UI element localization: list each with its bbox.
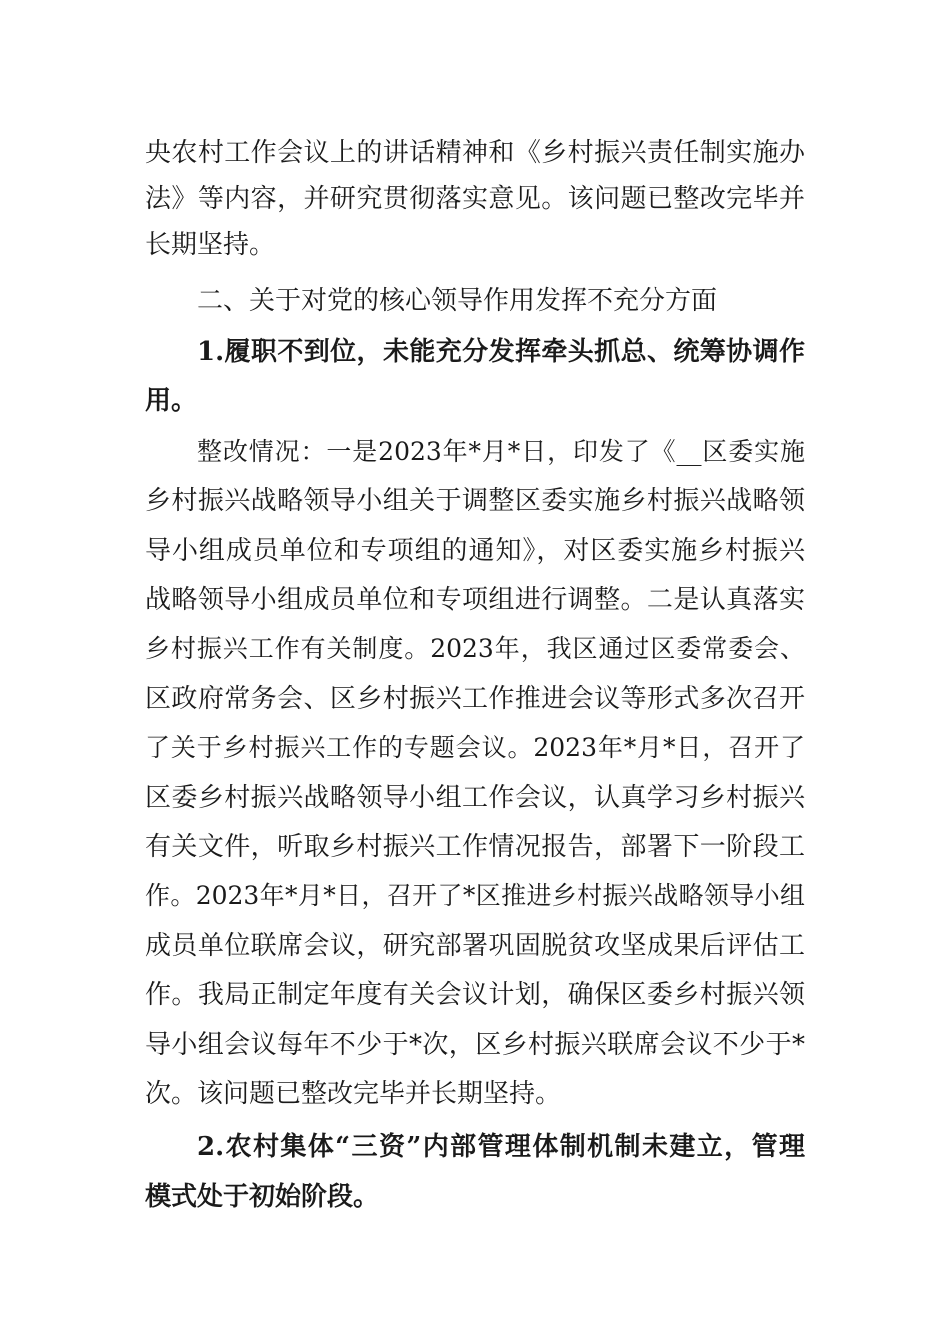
body-line: 作。我局正制定年度有关会议计划，确保区委乡村振兴领	[145, 980, 805, 1010]
section-heading: 二、关于对党的核心领导作用发挥不充分方面	[197, 286, 718, 316]
body-line: 乡村振兴战略领导小组关于调整区委实施乡村振兴战略领	[145, 486, 805, 516]
item-heading-line: 模式处于初始阶段。	[145, 1182, 380, 1212]
paragraph-line: 央农村工作会议上的讲话精神和《乡村振兴责任制实施办	[145, 138, 805, 168]
body-line: 成员单位联席会议，研究部署巩固脱贫攻坚成果后评估工	[145, 931, 805, 961]
body-line: 了关于乡村振兴工作的专题会议。2023年*月*日，召开了	[145, 733, 805, 762]
body-line: 战略领导小组成员单位和专项组进行调整。二是认真落实	[145, 585, 805, 615]
item-heading-line: 2.农村集体“三资”内部管理体制机制未建立，管理	[197, 1132, 805, 1162]
body-line: 乡村振兴工作有关制度。2023年，我区通过区委常委会、	[145, 634, 805, 663]
paragraph-line: 法》等内容，并研究贯彻落实意见。该问题已整改完毕并	[145, 184, 805, 214]
body-line: 区政府常务会、区乡村振兴工作推进会议等形式多次召开	[145, 684, 805, 714]
item-heading-line: 用。	[145, 386, 198, 416]
body-line: 作。2023年*月*日，召开了*区推进乡村振兴战略领导小组	[145, 881, 805, 910]
body-line: 次。该问题已整改完毕并长期坚持。	[145, 1079, 562, 1109]
item-heading-line: 1.履职不到位，未能充分发挥牵头抓总、统筹协调作	[197, 337, 805, 367]
body-line: 区委乡村振兴战略领导小组工作会议，认真学习乡村振兴	[145, 783, 805, 813]
paragraph-line: 长期坚持。	[145, 230, 276, 260]
body-line: 有关文件，听取乡村振兴工作情况报告，部署下一阶段工	[145, 832, 805, 862]
body-line: 整改情况：一是2023年*月*日，印发了《__区委实施	[197, 437, 805, 466]
body-line: 导小组成员单位和专项组的通知》，对区委实施乡村振兴	[145, 536, 805, 566]
body-line: 导小组会议每年不少于*次，区乡村振兴联席会议不少于*	[145, 1030, 805, 1060]
